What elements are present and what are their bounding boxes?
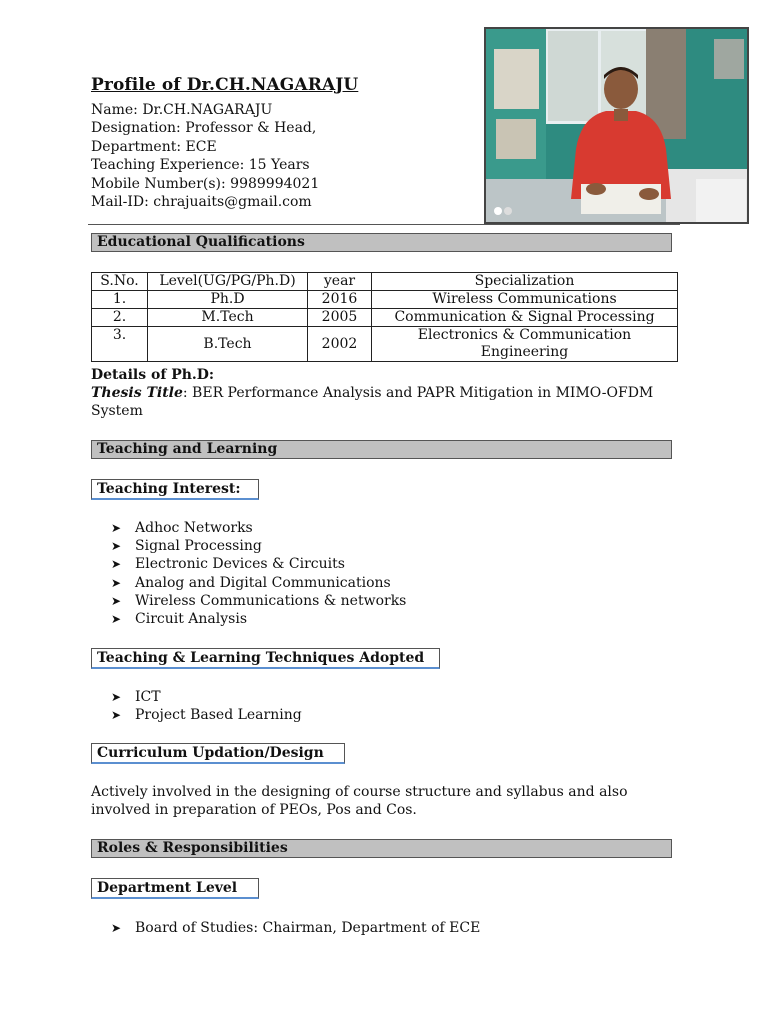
department-line: Department: ECE	[91, 138, 217, 155]
table-row	[92, 309, 678, 327]
table-row	[92, 291, 678, 309]
cell-level: M.Tech	[148, 309, 308, 327]
list-item	[111, 592, 406, 610]
cell-level: Ph.D	[148, 291, 308, 309]
teaching-techniques-heading: Teaching & Learning Techniques Adopted	[91, 648, 440, 669]
table-row	[92, 327, 678, 362]
cell-year: 2005	[308, 309, 372, 327]
arrow-bullet-icon: ➤	[111, 708, 122, 723]
cell-specialization: Wireless Communications	[372, 291, 678, 309]
curriculum-text: Actively involved in the designing of course structure and syllabus and also involved in preparation of PEOs, Pos and Cos.	[91, 784, 628, 818]
cell-level: B.Tech	[148, 327, 308, 362]
list-item-text: Board of Studies: Chairman, Department of ECE	[135, 920, 481, 936]
section-teaching-learning: Teaching and Learning	[91, 440, 672, 459]
arrow-bullet-icon: ➤	[111, 575, 122, 590]
list-item-text: Wireless Communications & networks	[135, 592, 407, 609]
cell-specialization: Electronics & Communication Engineering	[372, 327, 678, 362]
arrow-bullet-icon: ➤	[111, 612, 122, 627]
cell-sno: 3.	[92, 327, 148, 362]
section-educational-qualifications: Educational Qualifications	[91, 233, 672, 252]
profile-photo	[484, 27, 749, 224]
name-line: Name: Dr.CH.NAGARAJU	[91, 102, 273, 118]
cell-year: 2016	[308, 291, 372, 309]
department-level-list	[111, 919, 480, 937]
thesis-title	[91, 384, 681, 420]
list-item	[111, 555, 406, 573]
list-item-text: Circuit Analysis	[135, 611, 247, 628]
email-line: Mail-ID: chrajuaits@gmail.com	[91, 194, 312, 211]
table-header-row	[92, 273, 678, 291]
arrow-bullet-icon: ➤	[111, 557, 122, 572]
cell-sno: 2.	[92, 309, 148, 327]
list-item-text: Signal Processing	[135, 538, 262, 555]
header-divider	[88, 224, 680, 225]
cell-year: 2002	[308, 327, 372, 362]
designation-line: Designation: Professor & Head,	[91, 120, 317, 137]
list-item	[111, 919, 480, 937]
profile-photo-image	[486, 29, 747, 222]
page-title: Profile of Dr.CH.NAGARAJU	[91, 75, 359, 95]
cell-sno: 1.	[92, 291, 148, 309]
list-item	[111, 610, 406, 628]
profile-info	[91, 101, 319, 211]
list-item-text: Adhoc Networks	[135, 520, 253, 536]
arrow-bullet-icon: ➤	[111, 690, 122, 704]
curriculum-heading: Curriculum Updation/Design	[91, 743, 345, 764]
header-level: Level(UG/PG/Ph.D)	[148, 273, 308, 291]
department-level-heading: Department Level	[91, 878, 259, 899]
qualifications-table	[91, 272, 678, 362]
arrow-bullet-icon: ➤	[111, 539, 122, 554]
thesis-title-label: Thesis Title	[91, 385, 183, 401]
list-item-text: Analog and Digital Communications	[135, 574, 391, 591]
teaching-techniques-list	[111, 688, 302, 724]
list-item-text: ICT	[135, 689, 161, 705]
header-specialization: Specialization	[372, 273, 678, 291]
header-sno: S.No.	[92, 273, 148, 291]
arrow-bullet-icon: ➤	[111, 921, 122, 935]
mobile-line: Mobile Number(s): 9989994021	[91, 175, 320, 192]
list-item	[111, 519, 406, 537]
cell-specialization: Communication & Signal Processing	[372, 309, 678, 327]
list-item	[111, 706, 302, 724]
list-item	[111, 537, 406, 555]
header-year: year	[308, 273, 372, 291]
phd-details-label: Details of Ph.D:	[91, 367, 215, 383]
arrow-bullet-icon: ➤	[111, 593, 122, 608]
list-item-text: Project Based Learning	[135, 707, 302, 724]
list-item	[111, 688, 302, 706]
arrow-bullet-icon: ➤	[111, 521, 122, 535]
list-item	[111, 574, 406, 592]
section-roles-responsibilities: Roles & Responsibilities	[91, 839, 672, 858]
thesis-title-text: : BER Performance Analysis and PAPR Mitigation in MIMO-OFDM System	[91, 385, 654, 419]
teaching-interest-list	[111, 519, 406, 628]
teaching-interest-heading: Teaching Interest:	[91, 479, 259, 500]
experience-line: Teaching Experience: 15 Years	[91, 157, 310, 174]
list-item-text: Electronic Devices & Circuits	[135, 556, 345, 573]
